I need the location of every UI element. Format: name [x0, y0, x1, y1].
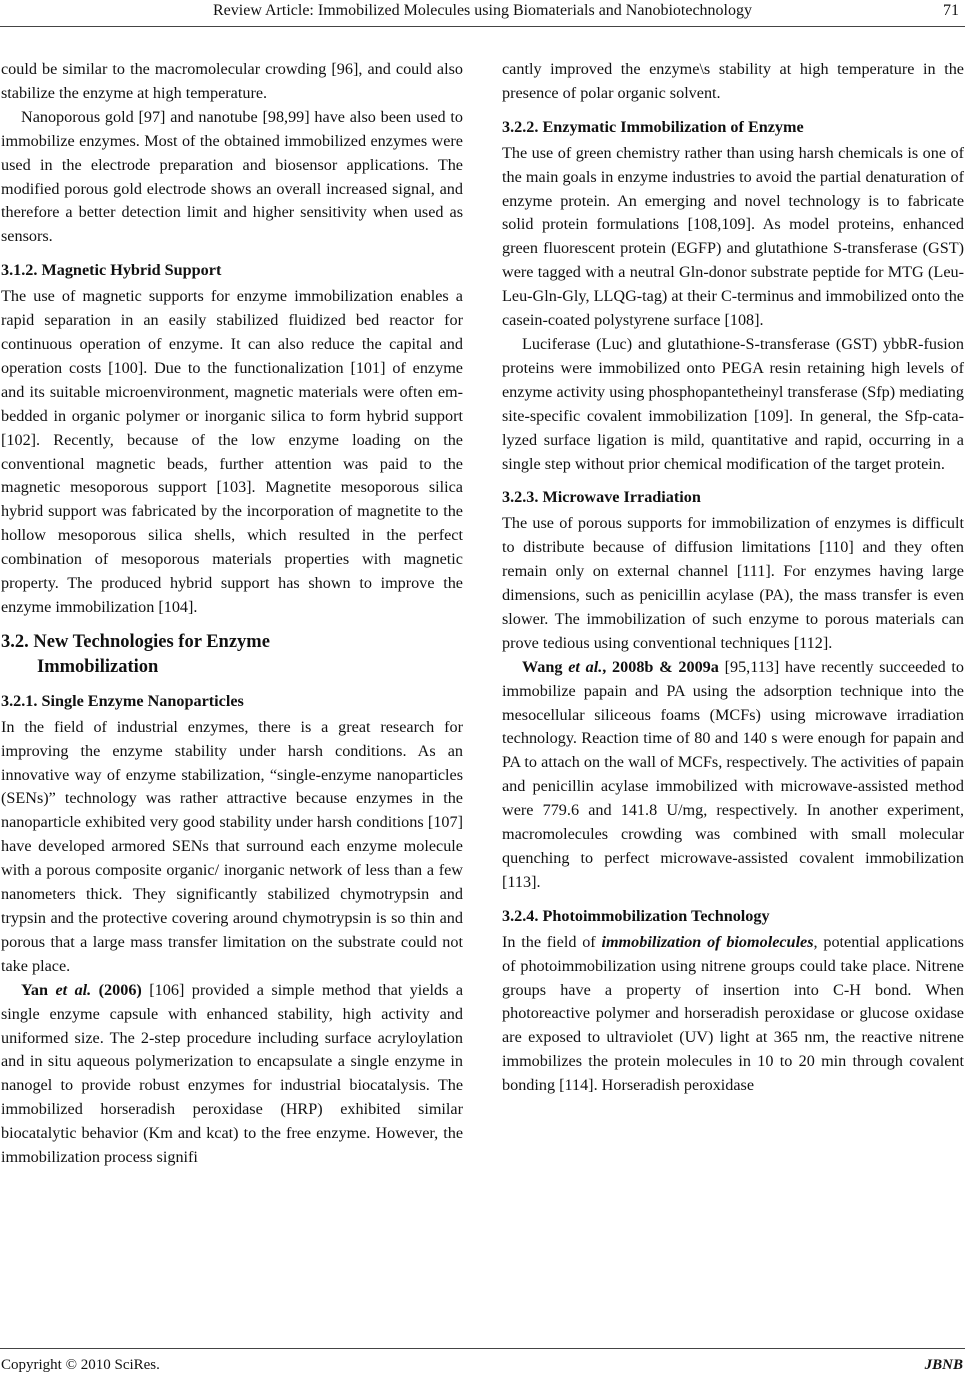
paragraph-text: , potential applications of photoimmobilization using nitrene groups could take place. Nitrene groups have a property of insertion into C-H bond. When photoreactive polymer and horseradish peroxidase or glucose oxidase are exposed to ultraviolet (UV) light at 365 nm, the reactive nitrene immobilizes the protein molecules in 10 to 20 min through covalent bonding [114]. Horseradish peroxidase: [502, 932, 964, 1095]
right-column: [502, 58, 964, 1098]
paragraph-text: In the field of: [502, 932, 602, 951]
paragraph: Luciferase (Luc) and glutathione-S-transferase (GST) ybbR-fusion proteins were immobilized onto PEGA resin retaining high levels of enzyme activity using phosphopantetheinyl transferase (Sfp) mediating site-specific covalent immobilization [109]. In general, the Sfp-catalyzed surface ligation is mild, quantitative and rapid, occurring in a single step without prior chemical modification of the target protein.: [502, 334, 964, 473]
copyright-notice: Copyright © 2010 SciRes.: [1, 1357, 160, 1373]
citation-year: (2006): [91, 980, 142, 999]
citation-author: Yan: [21, 980, 48, 999]
citation-author: Wang: [522, 657, 563, 676]
paragraph: [502, 656, 964, 895]
section-heading: 3.2.2. Enzymatic Immobilization of Enzyme: [502, 117, 804, 136]
citation-etal: et al.: [562, 657, 603, 676]
heading-line: 3.2. New Technologies for Enzyme: [1, 631, 270, 652]
paragraph-text: [95,113] have recently succeeded to immobilize papain and PA using the adsorption technique into the mesocellular siliceous foams (MCFs) using microwave irradiation technology. Reaction time of 80 and 140 s were enough for papain and PA to attach on the wall of MCFs, respectively. The activities of papain and penicillin acylase immobilized with microwave-assisted method were 779.6 and 141.8 U/mg, respectively. In another experiment, macromolecules crowding was combined with small molecular quenching to perfect microwave-assisted covalent immobilization [113].: [502, 657, 964, 891]
paragraph: cantly improved the enzyme\s stability at high temperature in the presence of polar organic solvent.: [502, 60, 964, 102]
citation-etal: et al.: [48, 980, 92, 999]
paragraph: The use of porous supports for immobilization of enzymes is difficult to distribute because of diffusion limitations [110] and they often remain only on external channel [111]. For enzymes having large dimensions, such as penicillin acylase (PA), the mass transfer is even slower. The immobilization of such enzyme to porous materials can prove tedious using conventional techniques [112].: [502, 514, 964, 652]
section-heading: 3.1.2. Magnetic Hybrid Support: [1, 261, 222, 280]
page-header: [0, 0, 965, 27]
citation-year: , 2008b & 2009a: [602, 657, 719, 676]
paragraph-text: [106] provided a simple method that yields a single enzyme capsule with enhanced stability, high activity and uniformed size. The 2-step procedure including surface acryloylation and in situ aqueous polymerization to encapsulate a single enzyme in nanogel to provide robust enzymes for industrial biocatalysis. The immobilized horseradish peroxidase (HRP) exhibited similar biocatalytic behavior (Km and kcat) to the free enzyme. However, the immobilization process signifi: [1, 980, 464, 1167]
paragraph: In the field of industrial enzymes, there is a great research for improving the enzyme stability under harsh conditions. As an innovative way of enzyme stabilization, “single-enzyme nanoparticles (SENs)” technology was rather attractive because enzymes in the nanoparticle exhibited very good stability under harsh conditions [107] have developed armored SENs that surround each enzyme molecule with a porous composite organic/ inorganic network of less than a few nanometers thick. They significantly stabilized chymotrypsin and trypsin and the protective covering around chymotrypsin is so thin and porous that a large mass transfer limitation on the substrate could not take place.: [1, 717, 463, 975]
page-footer: [0, 1348, 965, 1385]
paragraph: [1, 979, 463, 1170]
journal-abbreviation: JBNB: [924, 1357, 963, 1373]
heading-line: Immobilization: [37, 656, 159, 677]
paragraph: The use of green chemistry rather than using harsh chemicals is one of the main goals in enzyme industries to avoid the partial denaturation of enzyme protein. An emerging and novel technology is to fabricate solid protein formulations [108,109]. As model proteins, enhanced green fluorescent protein (EGFP) and glutathione S-transferase (GST) were tagged with a neutral Gln-donor substrate peptide for MTG (Leu-Leu-Gln-Gly, LLQG-tag) at their C-terminus and immobilized onto the casein-coated polystyrene surface [108].: [502, 143, 964, 330]
section-heading-major: [1, 630, 463, 680]
emphasis: immobilization of biomolecules: [601, 932, 814, 951]
paragraph: [502, 931, 964, 1098]
paragraph: Nanoporous gold [97] and nanotube [98,99] have also been used to immobilize enzymes. Most of the obtained immobilized enzymes were used in the electrode preparation and biosensor applications. The modified porous gold electrode shows an overall increased signal, and therefore a better detection limit and higher sensitivity when used as sensors.: [1, 107, 463, 246]
paragraph: could be similar to the macromolecular crowding [96], and could also stabilize the enzyme at high temperature.: [1, 60, 463, 102]
section-heading: 3.2.4. Photoimmobilization Technology: [502, 906, 770, 925]
running-title: Review Article: Immobilized Molecules using Biomaterials and Nanobiotechnology: [213, 2, 752, 19]
section-heading: 3.2.1. Single Enzyme Nanoparticles: [1, 691, 244, 710]
left-column: [1, 58, 463, 1170]
page-number: 71: [943, 2, 959, 19]
section-heading: 3.2.3. Microwave Irradiation: [502, 488, 701, 507]
paragraph: The use of magnetic supports for enzyme immobilization enables a rapid separation in an easily stabilized fluidized bed reactor for continuous operation of enzyme. It can also reduce the capital and operation costs [100]. Due to the functionalization [101] of enzyme and its suitable microenvironment, magnetic materials were often embedded in organic polymer or inorganic silica to form hybrid support [102]. Recently, because of the low enzyme loading on the conventional magnetic beads, further attention was paid to the magnetic mesoporous support [103]. Magnetite mesoporous silica hybrid support was fabricated by the incorporation of magnetite to the hollow mesoporous silica shells, which resulted in the perfect combination of mesoporous materials properties with magnetic property. The produced hybrid support has shown to improve the enzyme immobilization [104].: [1, 287, 463, 616]
